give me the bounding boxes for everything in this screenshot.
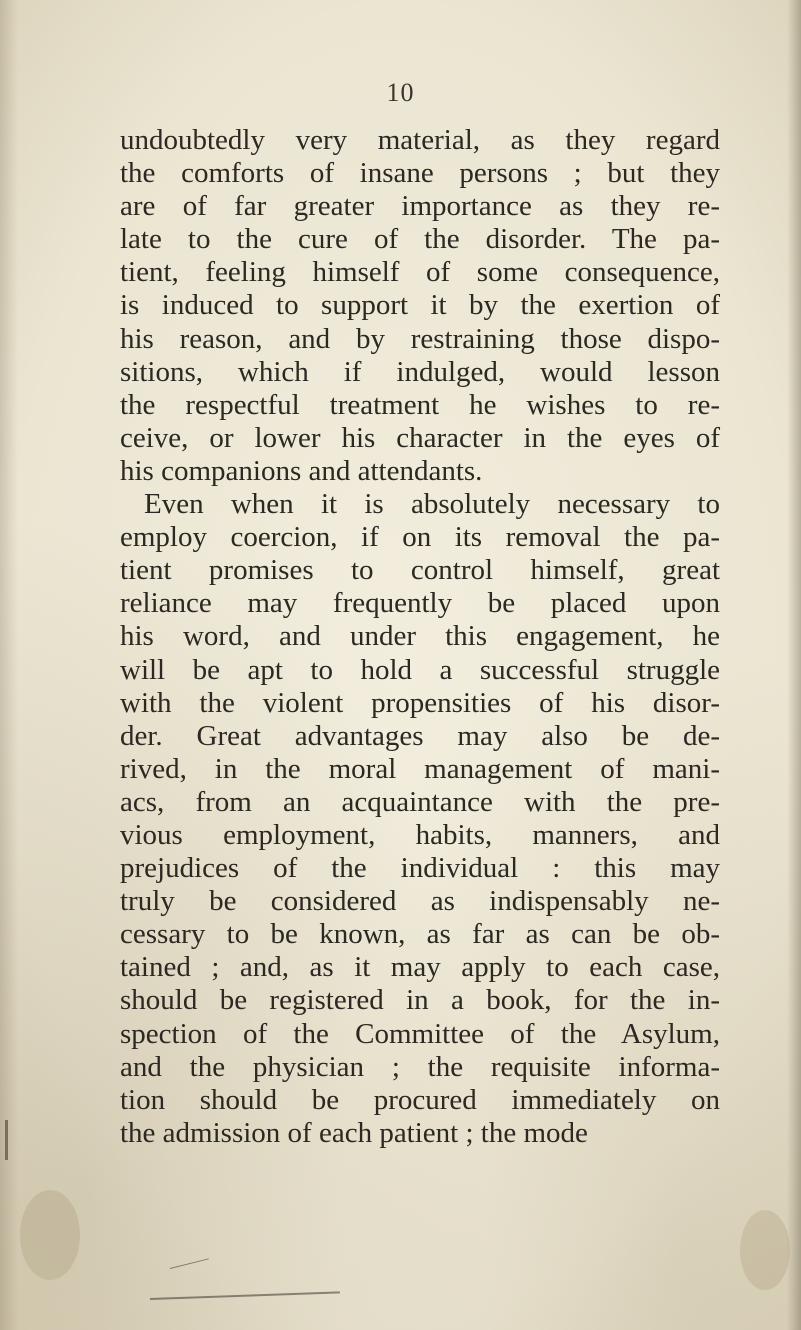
text-line: sitions, which if indulged, would lesson <box>120 355 720 388</box>
text-line: the admission of each patient ; the mode <box>120 1116 588 1149</box>
text-line: rived, in the moral management of mani- <box>120 752 720 785</box>
pen-mark <box>150 1291 340 1300</box>
text-line: will be apt to hold a successful struggle <box>120 653 720 686</box>
text-line: prejudices of the individual : this may <box>120 852 720 885</box>
pen-mark <box>5 1120 8 1160</box>
text-line: reliance may frequently be placed upon <box>120 587 720 620</box>
text-line: tient, feeling himself of some consequence, <box>120 256 720 289</box>
text-line: tion should be procured immediately on <box>120 1083 720 1116</box>
page-left-shadow <box>0 0 18 1330</box>
text-line: der. Great advantages may also be de- <box>120 719 720 752</box>
text-line: is induced to support it by the exertion of <box>120 289 720 322</box>
text-line: are of far greater importance as they re- <box>120 190 720 223</box>
text-line: his companions and attendants. <box>120 454 483 487</box>
text-line: ceive, or lower his character in the eyes of <box>120 421 720 454</box>
page-right-shadow <box>787 0 801 1330</box>
text-line: his word, and under this engagement, he <box>120 620 720 653</box>
text-line: undoubtedly very material, as they regard <box>120 124 720 156</box>
text-line: tient promises to control himself, great <box>120 554 720 587</box>
text-line: employ coercion, if on its removal the pa- <box>120 521 720 554</box>
text-line: the comforts of insane persons ; but they <box>120 157 720 190</box>
text-line: his reason, and by restraining those dispo- <box>120 322 720 355</box>
pen-mark <box>170 1258 209 1269</box>
body-text <box>120 124 720 1150</box>
text-line: cessary to be known, as far as can be ob- <box>120 918 720 951</box>
paper-stain <box>740 1210 790 1290</box>
text-line: acs, from an acquaintance with the pre- <box>120 785 720 818</box>
text-line: Even when it is absolutely necessary to <box>144 488 720 521</box>
page-number: 10 <box>386 78 415 107</box>
paper-stain <box>20 1190 80 1280</box>
text-line: tained ; and, as it may apply to each case, <box>120 951 720 984</box>
text-line: late to the cure of the disorder. The pa- <box>120 223 720 256</box>
text-line: and the physician ; the requisite informa- <box>120 1050 720 1083</box>
text-line: should be registered in a book, for the in- <box>120 984 720 1017</box>
text-line: truly be considered as indispensably ne- <box>120 885 720 918</box>
text-line: spection of the Committee of the Asylum, <box>120 1017 720 1050</box>
text-line: with the violent propensities of his disor- <box>120 686 720 719</box>
text-line: vious employment, habits, manners, and <box>120 818 720 851</box>
text-line: the respectful treatment he wishes to re- <box>120 388 720 421</box>
